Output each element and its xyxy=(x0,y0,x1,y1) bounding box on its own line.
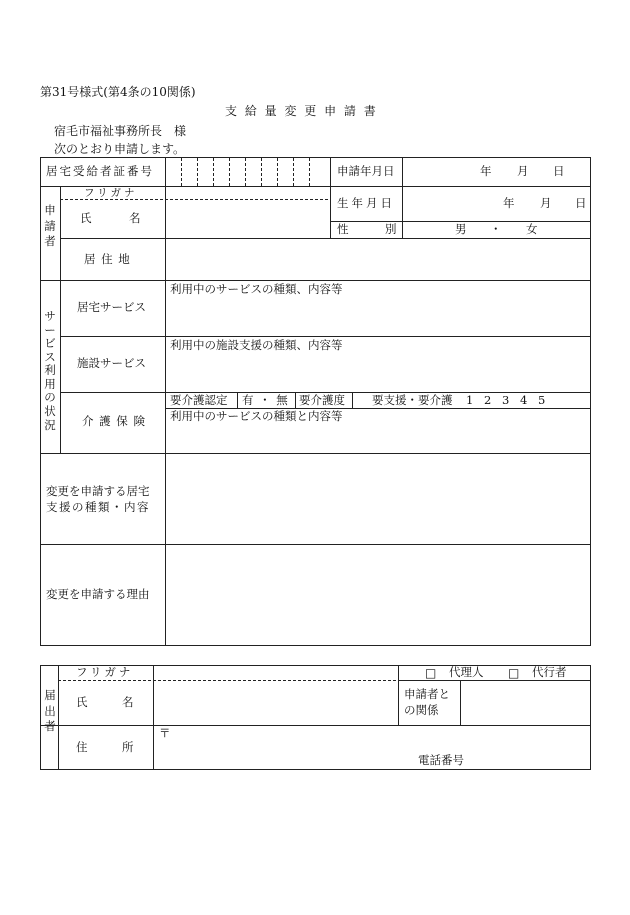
facility-service-note: 利用中の施設支援の種類、内容等 xyxy=(170,338,343,352)
birth-month: 月 xyxy=(540,196,552,210)
apply-date-field[interactable] xyxy=(403,158,590,186)
relation-label-2: の関係 xyxy=(404,703,439,717)
submitter-furigana-field[interactable] xyxy=(154,666,398,680)
change-reason-field[interactable] xyxy=(166,545,590,645)
care-insurance-note: 利用中のサービスの種類と内容等 xyxy=(170,409,343,423)
apply-date-day: 日 xyxy=(553,164,565,178)
phone-label: 電話番号 xyxy=(418,753,464,767)
care-level-4[interactable]: 4 xyxy=(520,393,528,407)
furigana-field[interactable] xyxy=(166,187,330,199)
submitter-address-field[interactable] xyxy=(154,726,590,769)
submitter-section-label: 届出者 xyxy=(44,688,56,734)
care-insurance-label: 介 護 保 険 xyxy=(82,414,146,428)
apply-date-label: 申請年月日 xyxy=(337,164,395,178)
page-title: 支 給 量 変 更 申 請 書 xyxy=(225,104,378,118)
home-service-field[interactable] xyxy=(166,281,590,336)
submitter-address-label-1: 住 xyxy=(76,740,88,754)
sex-separator: ・ xyxy=(490,222,502,236)
agent-label: 代理人 xyxy=(449,665,484,679)
change-content-label-2: 支援の種類・内容 xyxy=(46,500,150,514)
agent-checkbox[interactable]: □ xyxy=(425,666,437,680)
sex-label-1: 性 xyxy=(337,222,349,236)
care-level-label: 要介護度 xyxy=(299,393,345,407)
birth-date-label: 生年月日 xyxy=(337,196,395,210)
residence-field[interactable] xyxy=(166,239,590,280)
proxy-label: 代行者 xyxy=(532,665,567,679)
birth-year: 年 xyxy=(503,196,515,210)
submitter-furigana-label: フリガナ xyxy=(76,665,134,679)
change-reason-label: 変更を申請する理由 xyxy=(46,587,150,601)
care-level-5[interactable]: 5 xyxy=(538,393,546,407)
care-level-2[interactable]: 2 xyxy=(484,393,492,407)
postal-mark: 〒 xyxy=(159,726,171,740)
care-cert-options[interactable]: 有 ・ 無 xyxy=(242,393,289,407)
cert-number-label: 居宅受給者証番号 xyxy=(46,164,154,178)
apply-date-month: 月 xyxy=(517,164,529,178)
birth-day: 日 xyxy=(575,196,587,210)
applicant-section-label: 申請者 xyxy=(44,203,56,249)
sex-label-2: 別 xyxy=(385,222,397,236)
name-label-2: 名 xyxy=(129,211,141,225)
care-level-1[interactable]: 1 xyxy=(466,393,474,407)
change-content-field[interactable] xyxy=(166,454,590,544)
submitter-name-field[interactable] xyxy=(154,681,398,725)
cert-number-field[interactable] xyxy=(166,158,330,186)
sex-option-male[interactable]: 男 xyxy=(455,222,467,236)
care-level-options[interactable]: 要支援・要介護 xyxy=(372,393,453,407)
home-service-note: 利用中のサービスの種類、内容等 xyxy=(170,282,343,296)
addressee: 宿毛市福祉事務所長 様 xyxy=(54,124,187,138)
submitter-name-label-1: 氏 xyxy=(76,695,88,709)
intro-text: 次のとおり申請します。 xyxy=(54,142,186,156)
care-insurance-field[interactable] xyxy=(166,409,590,453)
name-label-1: 氏 xyxy=(80,211,92,225)
apply-date-year: 年 xyxy=(480,164,492,178)
change-content-label-1: 変更を申請する居宅 xyxy=(46,484,150,498)
relation-field[interactable] xyxy=(461,681,590,725)
relation-label-1: 申請者と xyxy=(404,687,450,701)
submitter-address-label-2: 所 xyxy=(122,740,134,754)
submitter-name-label-2: 名 xyxy=(122,695,134,709)
birth-date-field[interactable] xyxy=(403,187,590,221)
facility-service-field[interactable] xyxy=(166,337,590,392)
residence-label: 居 住 地 xyxy=(84,252,131,266)
proxy-checkbox[interactable]: □ xyxy=(508,666,520,680)
name-field[interactable] xyxy=(166,200,330,238)
form-number: 第31号様式(第4条の10関係) xyxy=(40,85,196,99)
home-service-label: 居宅サービス xyxy=(77,300,146,314)
care-cert-label: 要介護認定 xyxy=(170,393,228,407)
care-level-3[interactable]: 3 xyxy=(502,393,510,407)
service-section-label: サービス利用の状況 xyxy=(44,309,56,432)
furigana-label: フリガナ xyxy=(84,187,138,199)
sex-option-female[interactable]: 女 xyxy=(526,222,538,236)
facility-service-label: 施設サービス xyxy=(77,356,146,370)
